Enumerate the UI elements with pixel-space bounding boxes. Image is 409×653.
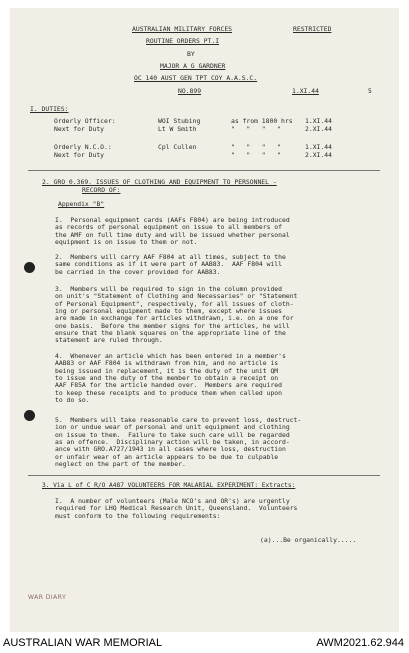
- text-line: the AMF on full time duty and will be issued whether personal: [55, 230, 290, 239]
- archive-footer: [0, 632, 409, 653]
- duties-heading: I. DUTIES:: [30, 105, 69, 113]
- text-line: I. A number of volunteers (Male NCO's and OR's) are urgently: [55, 497, 290, 505]
- text-line: to do so.: [55, 395, 90, 404]
- page-number: 5: [368, 87, 372, 95]
- doc-title: AUSTRALIAN MILITARY FORCES: [132, 25, 233, 33]
- duty-from: as from 1800 hrs: [231, 117, 293, 125]
- war-diary-stamp: WAR DIARY: [28, 594, 67, 601]
- section2-heading: 2. GRO 0.369. ISSUES OF CLOTHING AND EQUIPMENT TO PERSONNEL -: [42, 178, 277, 186]
- text-line: 4. Whenever an article which has been entered in a member's: [55, 352, 286, 360]
- routine-orders-document: [10, 8, 399, 632]
- order-number: NO.899: [178, 87, 202, 95]
- text-line: on unit's "Statement of Clothing and Necessaries" or "Statement: [55, 292, 298, 301]
- text-line: one basis. Before the member signs for the articles, he will: [55, 321, 290, 330]
- text-line: as records of personal equipment on issue to all members of: [55, 223, 283, 232]
- text-line: being issued in replacement, it is the duty of the unit QM: [55, 366, 279, 375]
- author: MAJOR A G GARDNER: [160, 62, 226, 70]
- section3-heading: 3. Via L of C R/O A487 VOLUNTEERS FOR MALARIAL EXPERIMENT: Extracts:: [42, 482, 296, 489]
- text-line: as an offence. Disciplinary action will be taken, in accord-: [55, 437, 290, 446]
- duty-date: 2.XI.44: [305, 125, 332, 133]
- continuation-note: (a)...Be organically.....: [260, 536, 357, 544]
- doc-subtitle: ROUTINE ORDERS PT.I: [146, 37, 220, 45]
- text-line: ance with GRO.A727/1943 in all cases where loss, destruction: [55, 445, 286, 454]
- duty-from: " " " ": [231, 125, 282, 133]
- footer-institution: AUSTRALIAN WAR MEMORIAL: [3, 637, 163, 649]
- duty-date: 2.XI.44: [305, 151, 332, 159]
- duty-name: Cpl Cullen: [158, 143, 197, 151]
- text-line: same conditions as if it were part of AAB83. AAF F804 will: [55, 260, 283, 269]
- text-line: 3. Members will be required to sign in the column provided: [55, 285, 283, 293]
- document-page: [10, 8, 399, 632]
- text-line: AAB83 or AAF F804 is withdrawn from him, and no article is: [55, 359, 279, 368]
- section-divider: [28, 170, 380, 171]
- text-line: 5. Members will take reasonable care to prevent loss, destruct-: [55, 416, 302, 424]
- text-line: or unfair wear of an article appears to be due to culpable: [55, 452, 279, 461]
- text-line: are made in exchange for articles withdrawn, i.e. on a one for: [55, 314, 294, 323]
- text-line: ing or personal equipment made to them, except where issues: [55, 306, 283, 315]
- duty-role: Orderly N.C.O.:: [54, 143, 112, 151]
- duty-date: 1.XI.44: [305, 143, 332, 151]
- text-line: of Personal Equipment", respectively, for all issues of cloth-: [55, 299, 294, 308]
- duty-from: " " " ": [231, 143, 282, 151]
- text-line: on issue to them. Failure to take such care will be regarded: [55, 430, 290, 439]
- text-line: AAF F85A for the article handed over. Members are required: [55, 381, 283, 390]
- section2-heading-cont: RECORD OF:: [82, 186, 121, 194]
- duty-role: Next for Duty: [54, 151, 105, 159]
- classification: RESTRICTED: [293, 25, 332, 33]
- footer-accession-number: AWM2021.62.944: [316, 637, 404, 649]
- text-line: equipment is on issue to them or not.: [55, 237, 198, 246]
- punch-hole: [24, 410, 35, 421]
- text-line: to issue and the duty of the member to obtain a receipt on: [55, 373, 279, 382]
- by-label: BY: [187, 50, 195, 58]
- duty-from: " " " ": [231, 151, 282, 159]
- duty-date: 1.XI.44: [305, 117, 332, 125]
- text-line: statement are ruled through.: [55, 336, 163, 345]
- text-line: I. Personal equipment cards (AAFs F804) are being introduced: [55, 216, 290, 224]
- duty-name: WOI Stubing: [158, 117, 201, 125]
- text-line: ion or undue wear of personal and unit equipment and clothing: [55, 423, 290, 432]
- duty-name: Lt W Smith: [158, 125, 197, 133]
- appendix-label: Appendix "B": [58, 200, 105, 208]
- unit: OC 140 AUST GEN TPT COY A.A.S.C.: [134, 74, 258, 82]
- text-line: neglect on the part of the member.: [55, 459, 186, 468]
- section-divider: [28, 475, 380, 476]
- text-line: required for LHQ Medical Research Unit, Queensland. Volunteers: [55, 504, 298, 513]
- text-line: to keep these receipts and to produce them when called upon: [55, 388, 283, 397]
- duty-role: Next for Duty: [54, 125, 105, 133]
- text-line: be carried in the cover provided for AAB83.: [55, 267, 221, 276]
- order-date: 1.XI.44: [292, 87, 319, 95]
- punch-hole: [24, 262, 35, 273]
- duty-role: Orderly Officer:: [54, 117, 116, 125]
- text-line: ensure that the blank squares on the appropriate line of the: [55, 328, 286, 337]
- text-line: must conform to the following requirements:: [55, 511, 221, 520]
- text-line: 2. Members will carry AAF F804 at all times, subject to the: [55, 253, 286, 261]
